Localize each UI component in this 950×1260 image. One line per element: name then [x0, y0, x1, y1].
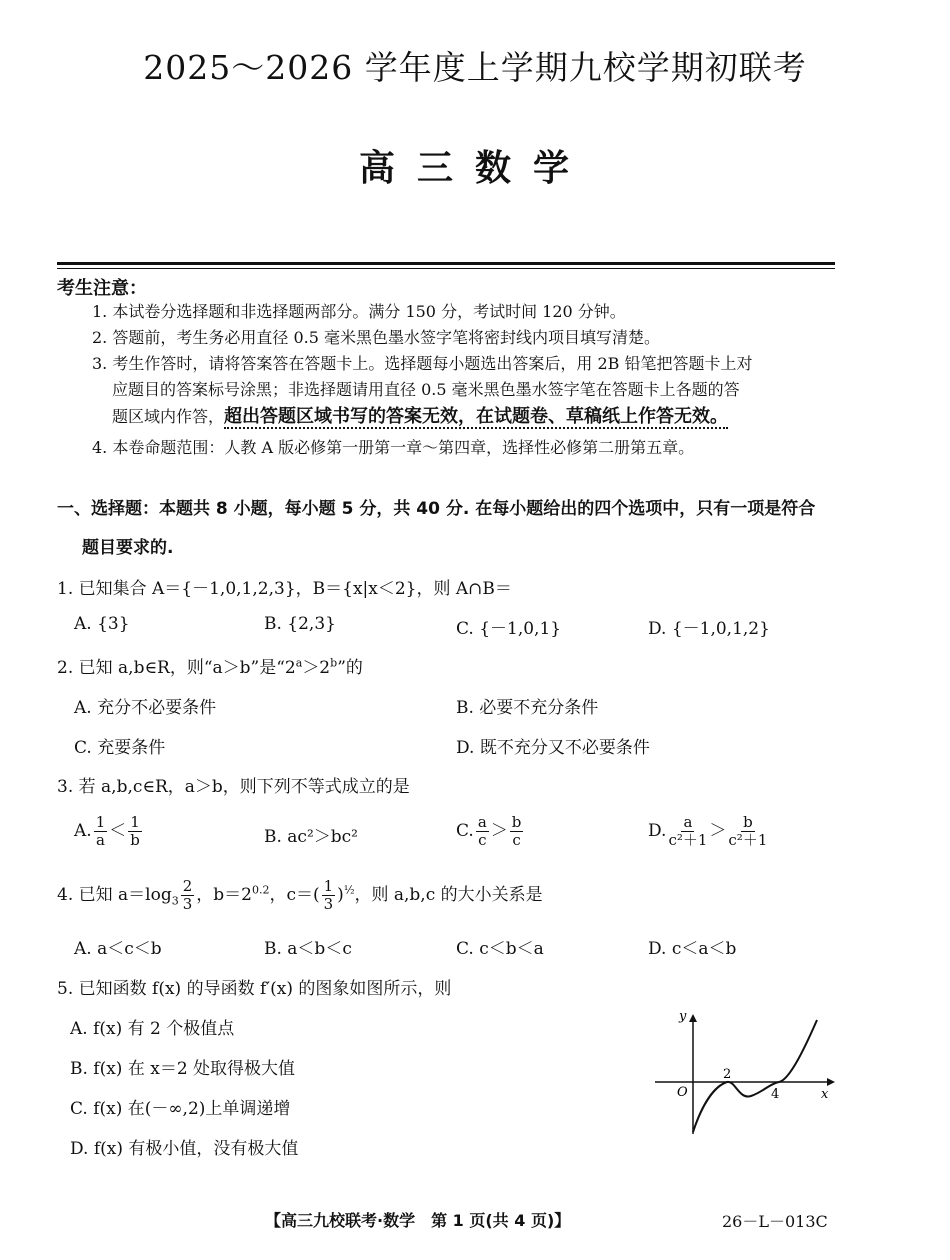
notice-item-3-line-2: 应题目的答案标号涂黑；非选择题请用直径 0.5 毫米黑色墨水签字笔在答题卡上各题的答 [112, 380, 740, 399]
question-1-option-a: A. {3} [74, 614, 130, 634]
question-3-option-c: C. $\frac{a}{c}$ ＞ $\frac{b}{c}$ [456, 813, 522, 849]
exam-title: 2025～2026 学年度上学期九校学期初联考 [143, 48, 807, 87]
derivative-graph [655, 1012, 835, 1140]
question-3-stem: 3. 若 a,b,c∈R，a＞b，则下列不等式成立的是 [57, 777, 410, 797]
question-1-option-c: C. {－1,0,1} [456, 619, 562, 639]
notice-emphasis: 超出答题区域书写的答案无效，在试题卷、草稿纸上作答无效。 [224, 406, 729, 427]
header-rule-thin [57, 268, 835, 269]
notice-item-4: 4. 本卷命题范围：人教 A 版必修第一册第一章～第四章，选择性必修第二册第五章。 [92, 438, 695, 457]
question-2-option-c: C. 充要条件 [74, 738, 166, 758]
y-axis-arrow [689, 1014, 697, 1022]
paper-code: 26－L－013C [722, 1212, 828, 1231]
question-5-option-b: B. f(x) 在 x＝2 处取得极大值 [70, 1059, 296, 1079]
x-axis-label: x [821, 1087, 829, 1102]
question-3-option-b: B. ac²＞bc² [264, 827, 358, 847]
question-5-stem: 5. 已知函数 f(x) 的导函数 f′(x) 的图象如图所示，则 [57, 979, 452, 999]
question-1-option-d: D. {－1,0,1,2} [648, 619, 770, 639]
tick-label-2: 2 [723, 1067, 732, 1082]
question-3-option-d: D. $\frac{a}{\text{c²＋1}}$ ＞ $\frac{b}{\text{c²＋1}}$ [648, 813, 768, 849]
question-3-option-a: A. $\frac{1}{a}$ ＜ $\frac{1}{b}$ [74, 813, 140, 849]
tick-label-4: 4 [771, 1087, 780, 1102]
origin-label: O [677, 1085, 688, 1100]
question-1-stem: 1. 已知集合 A＝{－1,0,1,2,3}，B＝{x|x＜2}，则 A∩B＝ [57, 579, 512, 599]
question-2-option-a: A. 充分不必要条件 [74, 698, 217, 718]
question-4-option-b: B. a＜b＜c [264, 939, 352, 959]
notice-item-3-prefix: 题区域内作答， [112, 407, 225, 426]
x-axis-arrow [827, 1078, 835, 1086]
question-2-stem: 2. 已知 a,b∈R，则“a＞b”是“$2^a>2^b$”的 [57, 656, 363, 678]
notice-item-3-line-3 [112, 402, 728, 428]
question-2-option-d: D. 既不充分又不必要条件 [456, 738, 650, 758]
question-1-option-b: B. {2,3} [264, 614, 336, 634]
section-heading-line-1: 一、选择题：本题共 8 小题，每小题 5 分，共 40 分. 在每小题给出的四个选项中，只有一项是符合 [57, 499, 816, 519]
question-5-option-a: A. f(x) 有 2 个极值点 [70, 1019, 235, 1039]
header-rule-thick [57, 262, 835, 265]
notice-item-1: 1. 本试卷分选择题和非选择题两部分。满分 150 分，考试时间 120 分钟。 [92, 302, 626, 321]
notice-heading: 考生注意： [57, 278, 147, 299]
derivative-curve [693, 1020, 817, 1132]
y-axis-label: y [679, 1012, 687, 1024]
question-2-option-b: B. 必要不充分条件 [456, 698, 599, 718]
section-heading-line-2: 题目要求的. [82, 538, 174, 558]
page-footer: 【高三九校联考·数学 第 1 页(共 4 页)】 [265, 1211, 571, 1230]
notice-item-2: 2. 答题前，考生务必用直径 0.5 毫米黑色墨水签字笔将密封线内项目填写清楚。 [92, 328, 660, 347]
question-4-option-d: D. c＜a＜b [648, 939, 737, 959]
question-4-option-c: C. c＜b＜a [456, 939, 544, 959]
question-5-option-d: D. f(x) 有极小值，没有极大值 [70, 1139, 299, 1159]
question-5-option-c: C. f(x) 在(－∞,2)上单调递增 [70, 1099, 291, 1119]
question-4-option-a: A. a＜c＜b [74, 939, 162, 959]
subject-title: 高三数学 [358, 147, 591, 189]
notice-item-3-line-1: 3. 考生作答时，请将答案答在答题卡上。选择题每小题选出答案后，用 2B 铅笔把答题卡上对 [92, 354, 753, 373]
question-4-stem: 4. 已知 $a=\log_3$ $\frac{2}{3}$ ，$b=2^{0.2}$，c＝( $\frac{1}{3}$ )$^{\frac{1}{2}}$，则 a,b,c 的大小关系是 [57, 877, 543, 913]
